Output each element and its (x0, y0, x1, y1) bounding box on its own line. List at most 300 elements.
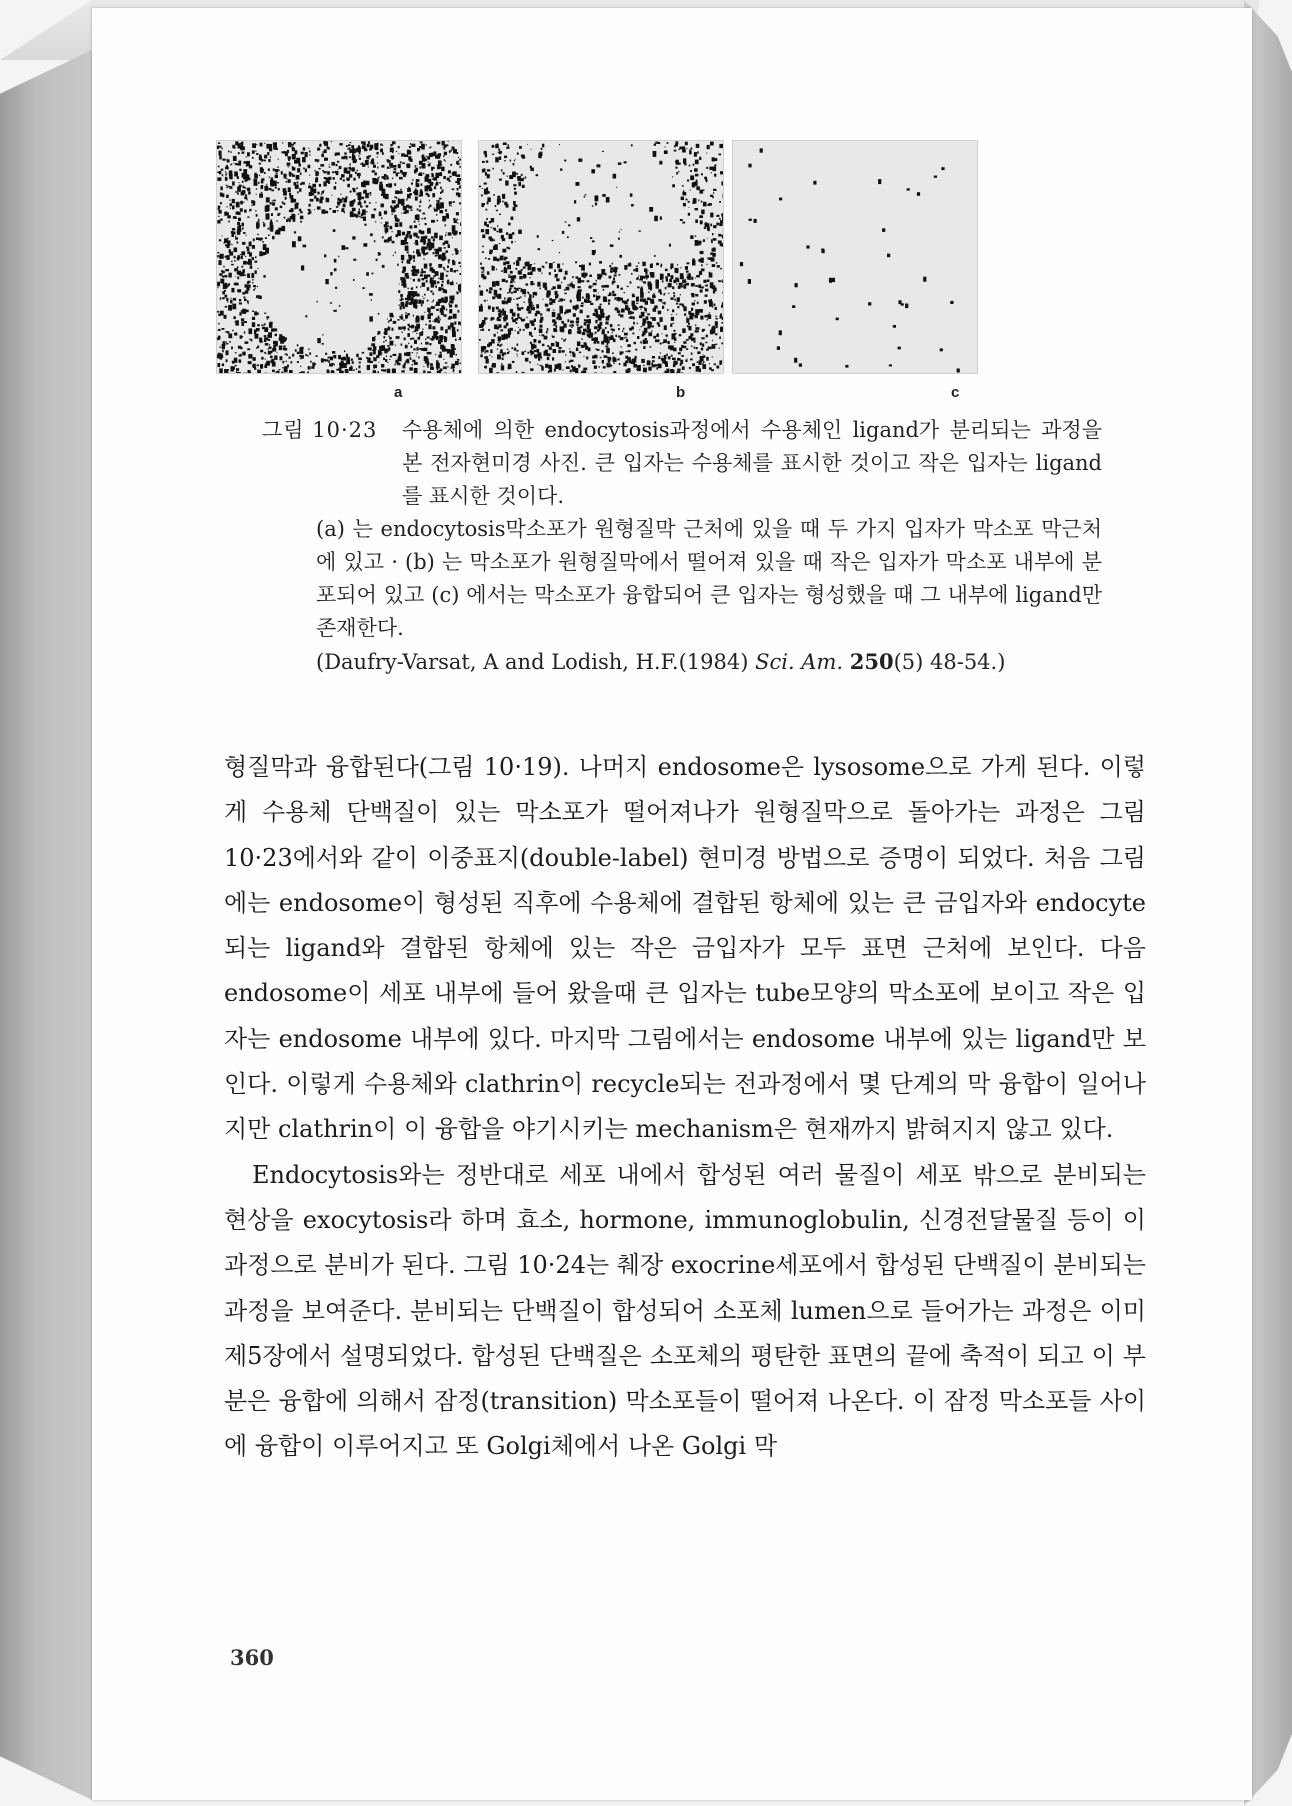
micrograph-particle (609, 276, 612, 279)
micrograph-particle (240, 201, 243, 205)
micrograph-particle (305, 354, 307, 356)
micrograph-particle (343, 357, 346, 361)
micrograph-particle (668, 345, 671, 349)
micrograph-particle (641, 281, 642, 282)
micrograph-particle (228, 305, 232, 311)
micrograph-particle (712, 357, 713, 358)
micrograph-particle (697, 302, 699, 305)
micrograph-particle (643, 368, 647, 373)
micrograph-particle (509, 234, 513, 239)
micrograph-particle (252, 245, 255, 249)
micrograph-particle (230, 151, 231, 153)
micrograph-particle (508, 248, 510, 250)
micrograph-particle (628, 263, 632, 266)
micrograph-particle (593, 283, 597, 285)
micrograph-particle (322, 209, 326, 213)
micrograph-particle (688, 207, 689, 208)
micrograph-particle (666, 278, 668, 282)
micrograph-particle (381, 204, 384, 208)
micrograph-particle (487, 202, 488, 204)
micrograph-particle (407, 188, 411, 192)
micrograph-particle (676, 172, 678, 175)
micrograph-particle (231, 264, 234, 266)
micrograph-particle (442, 216, 446, 221)
micrograph-particle (690, 190, 691, 191)
micrograph-particle (510, 281, 513, 283)
micrograph-particle (448, 262, 449, 264)
micrograph-particle (597, 274, 601, 280)
micrograph-particle (678, 286, 681, 289)
micrograph-particle (274, 355, 277, 360)
micrograph-particle (396, 151, 397, 152)
micrograph-particle (254, 179, 258, 184)
micrograph-particle (402, 173, 403, 175)
panel-label-b: b (676, 384, 686, 401)
micrograph-particle (409, 302, 412, 305)
micrograph-particle (284, 176, 286, 179)
micrograph-particle (688, 213, 690, 216)
micrograph-particle (546, 331, 548, 334)
micrograph-particle (673, 335, 674, 336)
micrograph-particle (277, 352, 278, 353)
micrograph-particle (408, 328, 410, 330)
micrograph-particle (583, 356, 584, 357)
micrograph-particle (575, 261, 577, 263)
micrograph-particle (425, 247, 428, 250)
micrograph-particle (392, 231, 393, 232)
micrograph-particle (411, 144, 415, 147)
micrograph-particle (323, 359, 325, 361)
micrograph-particle (350, 201, 354, 207)
micrograph-particle (377, 371, 379, 373)
micrograph-particle (330, 272, 332, 276)
micrograph-particle (358, 176, 360, 178)
micrograph-particle (392, 328, 394, 331)
micrograph-particle (417, 352, 418, 354)
micrograph-particle (376, 355, 379, 358)
micrograph-particle (221, 169, 224, 171)
micrograph-particle (545, 304, 547, 306)
micrograph-particle (485, 154, 487, 157)
micrograph-particle (633, 269, 635, 271)
micrograph-particle (540, 321, 542, 322)
micrograph-particle (288, 187, 291, 192)
micrograph-particle (256, 194, 257, 195)
micrograph-particle (255, 256, 257, 258)
micrograph-particle (224, 290, 226, 292)
micrograph-particle (458, 322, 461, 325)
micrograph-particle (526, 283, 529, 285)
micrograph-particle (679, 283, 683, 286)
micrograph-particle (217, 355, 221, 358)
micrograph-particle (257, 234, 259, 235)
micrograph-particle (321, 154, 324, 158)
micrograph-particle (679, 303, 682, 305)
micrograph-particle (540, 288, 541, 290)
micrograph-particle (694, 315, 695, 316)
micrograph-particle (226, 285, 228, 287)
micrograph-particle (576, 276, 579, 278)
micrograph-particle (459, 232, 461, 235)
micrograph-particle (217, 146, 219, 150)
micrograph-particle (684, 313, 686, 316)
micrograph-particle (690, 149, 691, 151)
micrograph-particle (691, 308, 693, 311)
micrograph-particle (690, 235, 693, 239)
micrograph-particle (261, 357, 263, 360)
micrograph-particle (481, 274, 484, 278)
micrograph-particle (275, 207, 278, 210)
micrograph-particle (285, 353, 287, 354)
micrograph-particle (681, 355, 684, 357)
micrograph-particle (226, 350, 229, 355)
micrograph-particle (440, 352, 442, 354)
micrograph-particle (299, 355, 302, 357)
micrograph-particle (242, 223, 245, 227)
micrograph-particle (436, 200, 437, 202)
micrograph-particle (252, 279, 254, 280)
micrograph-particle (415, 165, 417, 166)
micrograph-particle (257, 324, 259, 326)
micrograph-particle (439, 167, 441, 169)
micrograph-particle (709, 363, 710, 364)
micrograph-particle (413, 269, 416, 272)
micrograph-particle (423, 145, 424, 146)
micrograph-particle (660, 292, 662, 294)
micrograph-particle (253, 239, 255, 242)
micrograph-particle (559, 269, 563, 272)
micrograph-particle (696, 347, 698, 349)
micrograph-particle (613, 359, 617, 362)
micrograph-particle (266, 185, 267, 186)
micrograph-particle (374, 339, 376, 341)
micrograph-particle (587, 334, 591, 337)
micrograph-particle (401, 255, 404, 260)
micrograph-particle (686, 271, 689, 273)
micrograph-particle (222, 297, 225, 299)
micrograph-particle (546, 365, 548, 367)
micrograph-particle (541, 273, 542, 274)
micrograph-particle (687, 180, 689, 182)
micrograph-particle (268, 351, 272, 355)
micrograph-particle (232, 145, 235, 148)
micrograph-particle (425, 223, 427, 225)
micrograph-particle (262, 241, 263, 243)
micrograph-particle (671, 355, 673, 357)
micrograph-particle (388, 327, 391, 331)
micrograph-particle (515, 159, 516, 160)
micrograph-particle (665, 335, 668, 337)
micrograph-particle (387, 345, 389, 347)
micrograph-particle (521, 319, 524, 322)
micrograph-particle (318, 168, 320, 170)
micrograph-particle (690, 335, 692, 337)
micrograph-particle (382, 236, 384, 238)
micrograph-particle (387, 319, 388, 320)
micrograph-particle (683, 306, 686, 311)
micrograph-particle (799, 363, 802, 366)
micrograph-particle (385, 359, 387, 362)
micrograph-particle (364, 190, 367, 194)
micrograph-particle (244, 275, 246, 276)
micrograph-particle (496, 231, 498, 233)
micrograph-particle (706, 349, 709, 351)
micrograph-particle (578, 289, 582, 292)
micrograph-particle (595, 332, 597, 334)
micrograph-particle (423, 243, 425, 245)
micrograph-particle (230, 164, 231, 165)
micrograph-particle (584, 322, 587, 325)
micrograph-particle (292, 211, 293, 212)
micrograph-particle (292, 241, 296, 247)
micrograph-particle (367, 144, 370, 147)
micrograph-particle (227, 215, 231, 218)
micrograph-particle (340, 194, 341, 195)
micrograph-particle (522, 372, 525, 373)
micrograph-particle (606, 197, 610, 203)
micrograph-particle (500, 256, 504, 261)
micrograph-particle (237, 257, 240, 260)
micrograph-particle (370, 195, 371, 196)
micrograph-particle (572, 276, 574, 278)
micrograph-particle (695, 278, 696, 279)
micrograph-particle (452, 147, 455, 149)
micrograph-particle (380, 187, 384, 191)
micrograph-particle (516, 173, 518, 175)
micrograph-particle (612, 294, 616, 297)
micrograph-particle (508, 223, 511, 226)
micrograph-particle (553, 324, 555, 326)
micrograph-particle (432, 270, 434, 273)
micrograph-particle (518, 288, 521, 290)
micrograph-particle (407, 333, 410, 337)
micrograph-particle (422, 296, 423, 297)
micrograph-particle (296, 182, 298, 184)
micrograph-particle (226, 298, 228, 301)
micrograph-particle (493, 257, 497, 261)
micrograph-particle (589, 337, 590, 338)
micrograph-particle (512, 232, 515, 235)
micrograph-particle (292, 167, 295, 170)
micrograph-particle (367, 365, 370, 370)
micrograph-particle (308, 366, 311, 369)
micrograph-particle (445, 349, 448, 352)
micrograph-particle (311, 192, 314, 195)
micrograph-particle (441, 284, 443, 287)
micrograph-particle (712, 326, 715, 328)
micrograph-particle (409, 367, 413, 370)
micrograph-particle (384, 211, 387, 215)
micrograph-particle (281, 372, 283, 373)
micrograph-particle (498, 309, 501, 312)
micrograph-particle (491, 218, 494, 222)
micrograph-particle (483, 272, 484, 273)
micrograph-particle (366, 205, 369, 207)
micrograph-particle (480, 354, 483, 357)
micrograph-particle (697, 330, 699, 331)
micrograph-particle (527, 144, 528, 145)
micrograph-particle (270, 220, 272, 223)
micrograph-particle (227, 159, 229, 160)
micrograph-image-c (733, 141, 977, 373)
micrograph-particle (605, 285, 609, 288)
micrograph-particle (667, 142, 669, 144)
micrograph-particle (674, 150, 677, 152)
micrograph-particle (518, 182, 521, 186)
micrograph-particle (350, 169, 352, 171)
micrograph-particle (425, 179, 428, 182)
micrograph-particle (565, 339, 566, 341)
micrograph-particle (530, 354, 532, 355)
micrograph-particle (459, 159, 460, 160)
micrograph-particle (252, 322, 255, 327)
micrograph-particle (629, 360, 631, 363)
micrograph-particle (401, 153, 405, 156)
micrograph-particle (559, 347, 562, 349)
micrograph-particle (683, 341, 686, 344)
micrograph-particle (484, 300, 486, 302)
micrograph-particle (661, 302, 662, 303)
micrograph-particle (577, 217, 580, 221)
micrograph-particle (286, 219, 288, 222)
micrograph-particle (434, 280, 437, 284)
micrograph-particle (564, 289, 566, 291)
micrograph-particle (429, 188, 430, 189)
micrograph-particle (417, 337, 420, 340)
micrograph-particle (492, 154, 494, 155)
micrograph-particle (601, 269, 605, 275)
micrograph-particle (578, 292, 581, 296)
micrograph-particle (235, 283, 239, 286)
micrograph-particle (270, 322, 273, 325)
micrograph-particle (256, 214, 258, 217)
micrograph-particle (722, 235, 723, 239)
micrograph-particle (530, 321, 533, 323)
micrograph-particle (387, 177, 389, 180)
micrograph-particle (456, 270, 458, 271)
micrograph-particle (667, 273, 670, 276)
micrograph-particle (402, 261, 404, 263)
micrograph-particle (436, 254, 437, 256)
micrograph-particle (261, 186, 264, 189)
micrograph-particle (325, 279, 328, 284)
micrograph-particle (618, 314, 620, 316)
micrograph-particle (596, 299, 598, 301)
micrograph-particle (320, 144, 322, 147)
micrograph-particle (275, 371, 277, 372)
micrograph-particle (458, 157, 459, 158)
micrograph-particle (506, 323, 509, 326)
micrograph-particle (445, 234, 446, 236)
micrograph-particle (683, 346, 687, 349)
micrograph-particle (358, 211, 361, 214)
micrograph-particle (492, 296, 495, 299)
micrograph-particle (518, 178, 521, 181)
micrograph-particle (346, 247, 349, 249)
micrograph-particle (280, 346, 281, 348)
micrograph-particle (487, 300, 488, 301)
micrograph-particle (425, 339, 426, 341)
micrograph-particle (707, 264, 708, 266)
micrograph-particle (721, 221, 723, 224)
micrograph-particle (700, 220, 703, 224)
micrograph-particle (402, 326, 406, 329)
micrograph-particle (440, 327, 443, 331)
micrograph-particle (408, 254, 409, 256)
micrograph-particle (458, 160, 460, 161)
micrograph-particle (441, 276, 442, 278)
micrograph-particle (662, 280, 664, 282)
micrograph-particle (806, 246, 809, 249)
micrograph-particle (559, 367, 562, 370)
micrograph-particle (707, 145, 710, 149)
micrograph-particle (570, 321, 574, 324)
micrograph-particle (451, 150, 452, 152)
micrograph-particle (450, 205, 452, 206)
micrograph-particle (371, 160, 374, 164)
micrograph-particle (218, 216, 220, 217)
micrograph-particle (548, 371, 550, 373)
micrograph-particle (626, 339, 628, 342)
micrograph-particle (226, 179, 227, 180)
micrograph-particle (439, 318, 441, 319)
micrograph-particle (233, 298, 236, 301)
micrograph-particle (538, 357, 540, 361)
micrograph-particle (673, 330, 675, 332)
micrograph-particle (677, 371, 681, 373)
micrograph-particle (445, 362, 447, 363)
micrograph-particle (542, 299, 543, 300)
micrograph-particle (576, 348, 578, 352)
micrograph-particle (656, 279, 658, 281)
micrograph-particle (484, 352, 485, 354)
micrograph-particle (516, 322, 518, 324)
micrograph-particle (584, 343, 587, 347)
micrograph-particle (364, 224, 366, 226)
micrograph-particle (588, 298, 590, 301)
micrograph-particle (224, 315, 227, 319)
micrograph-particle (232, 330, 234, 331)
micrograph-particle (597, 164, 601, 167)
micrograph-particle (431, 236, 434, 238)
micrograph-particle (300, 366, 301, 367)
micrograph-particle (715, 344, 717, 345)
micrograph-particle (340, 365, 343, 368)
micrograph-particle (451, 344, 455, 348)
micrograph-particle (334, 186, 337, 190)
micrograph-particle (292, 146, 294, 149)
micrograph-particle (448, 318, 451, 320)
micrograph-particle (596, 296, 599, 300)
micrograph-particle (294, 231, 296, 233)
micrograph-particle (407, 252, 409, 254)
micrograph-particle (335, 182, 336, 184)
micrograph-particle (353, 152, 355, 153)
micrograph-particle (593, 250, 596, 254)
micrograph-particle (690, 175, 694, 180)
micrograph-particle (407, 295, 411, 301)
micrograph-particle (383, 358, 385, 361)
micrograph-particle (355, 172, 357, 174)
micrograph-particle (565, 221, 567, 222)
micrograph-particle (521, 307, 524, 309)
micrograph-particle (658, 325, 660, 327)
micrograph-particle (235, 352, 237, 353)
micrograph-particle (720, 313, 722, 316)
micrograph-particle (598, 329, 600, 331)
micrograph-particle (234, 268, 238, 271)
micrograph-particle (429, 343, 431, 345)
